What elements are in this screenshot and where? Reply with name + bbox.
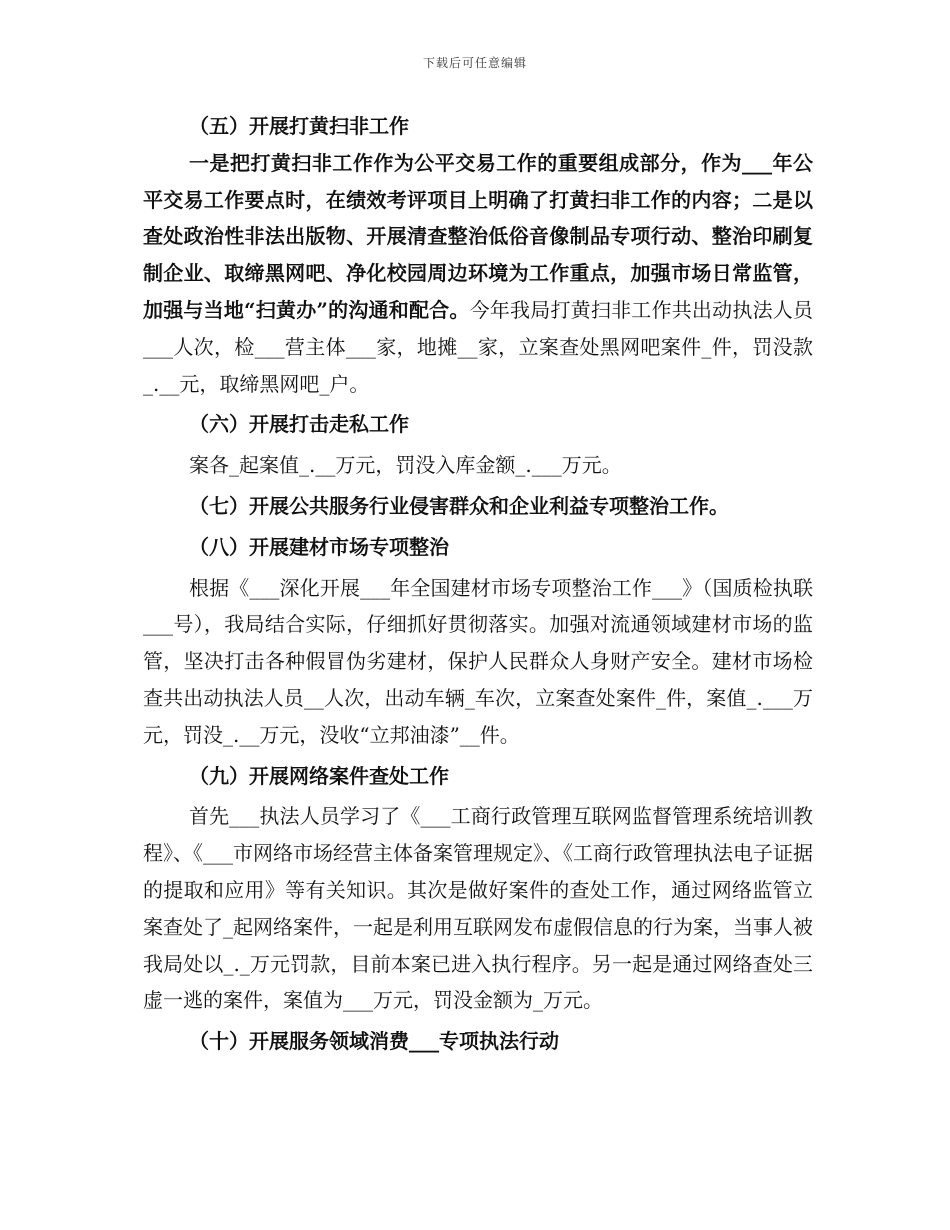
- section-heading-5: （五）开展打黄扫非工作: [189, 114, 409, 138]
- document-body: [143, 108, 813, 1060]
- section-heading-6: （六）开展打击走私工作: [189, 412, 409, 437]
- section-heading-10: （十）开展服务领域消费___专项执法行动: [189, 1029, 559, 1054]
- page-header-note: 下载后可任意编辑: [422, 56, 527, 70]
- paragraph-smuggling: 案各_起案值_.__万元，罚没入库金额_.___万元。: [189, 453, 622, 478]
- section-heading-9: （九）开展网络案件查处工作: [189, 763, 449, 788]
- paragraph-anti-porn: [143, 145, 813, 403]
- paragraph-network-cases: 首先___执法人员学习了《___工商行政管理互联网监督管理系统培训教程》、《___市网络市场经营主体备案管理规定》、《工商行政管理执法电子证据的提取和应用》等有关知识。其次是做好案件的查处工作，通过网络监管立案查处了_起网络案件，一起是利用互联网发布虚假信息的行为案，当事人被我局处以_._万元罚款，目前本案已进入执行程序。另一起是通过网络查处三虚一逃的案件，案值为___万元，罚没金额为_万元。: [143, 804, 813, 1013]
- section-heading-7: （七）开展公共服务行业侵害群众和企业利益专项整治工作。: [189, 493, 729, 518]
- section-heading-8: （八）开展建材市场专项整治: [189, 534, 449, 559]
- paragraph-building-materials: 根据《___深化开展___年全国建材市场专项整治工作___》（国质检执联___号），我局结合实际，仔细抓好贯彻落实。加强对流通领域建材市场的监管，坚决打击各种假冒伪劣建材，保护人民群众人身财产安全。建材市场检查共出动执法人员__人次，出动车辆_车次，立案查处案件_件，案值_.___万元，罚没_.__万元，没收“立邦油漆”__件。: [143, 575, 813, 747]
- paragraph-normal-part: 今年我局打黄扫非工作共出动执法人员___人次，检___营主体___家，地摊__家，立案查处黑网吧案件_件，罚没款_.__元，取缔黑网吧_户。: [143, 297, 813, 396]
- paragraph-bold-part: 一是把打黄扫非工作作为公平交易工作的重要组成部分，作为___年公平交易工作要点时，在绩效考评项目上明确了打黄扫非工作的内容；二是以查处政治性非法出版物、开展清查整治低俗音像制品专项行动、整治印刷复制企业、取缔黑网吧、净化校园周边环境为工作重点，加强市场日常监管，加强与当地“扫黄办”的沟通和配合。: [143, 150, 813, 322]
